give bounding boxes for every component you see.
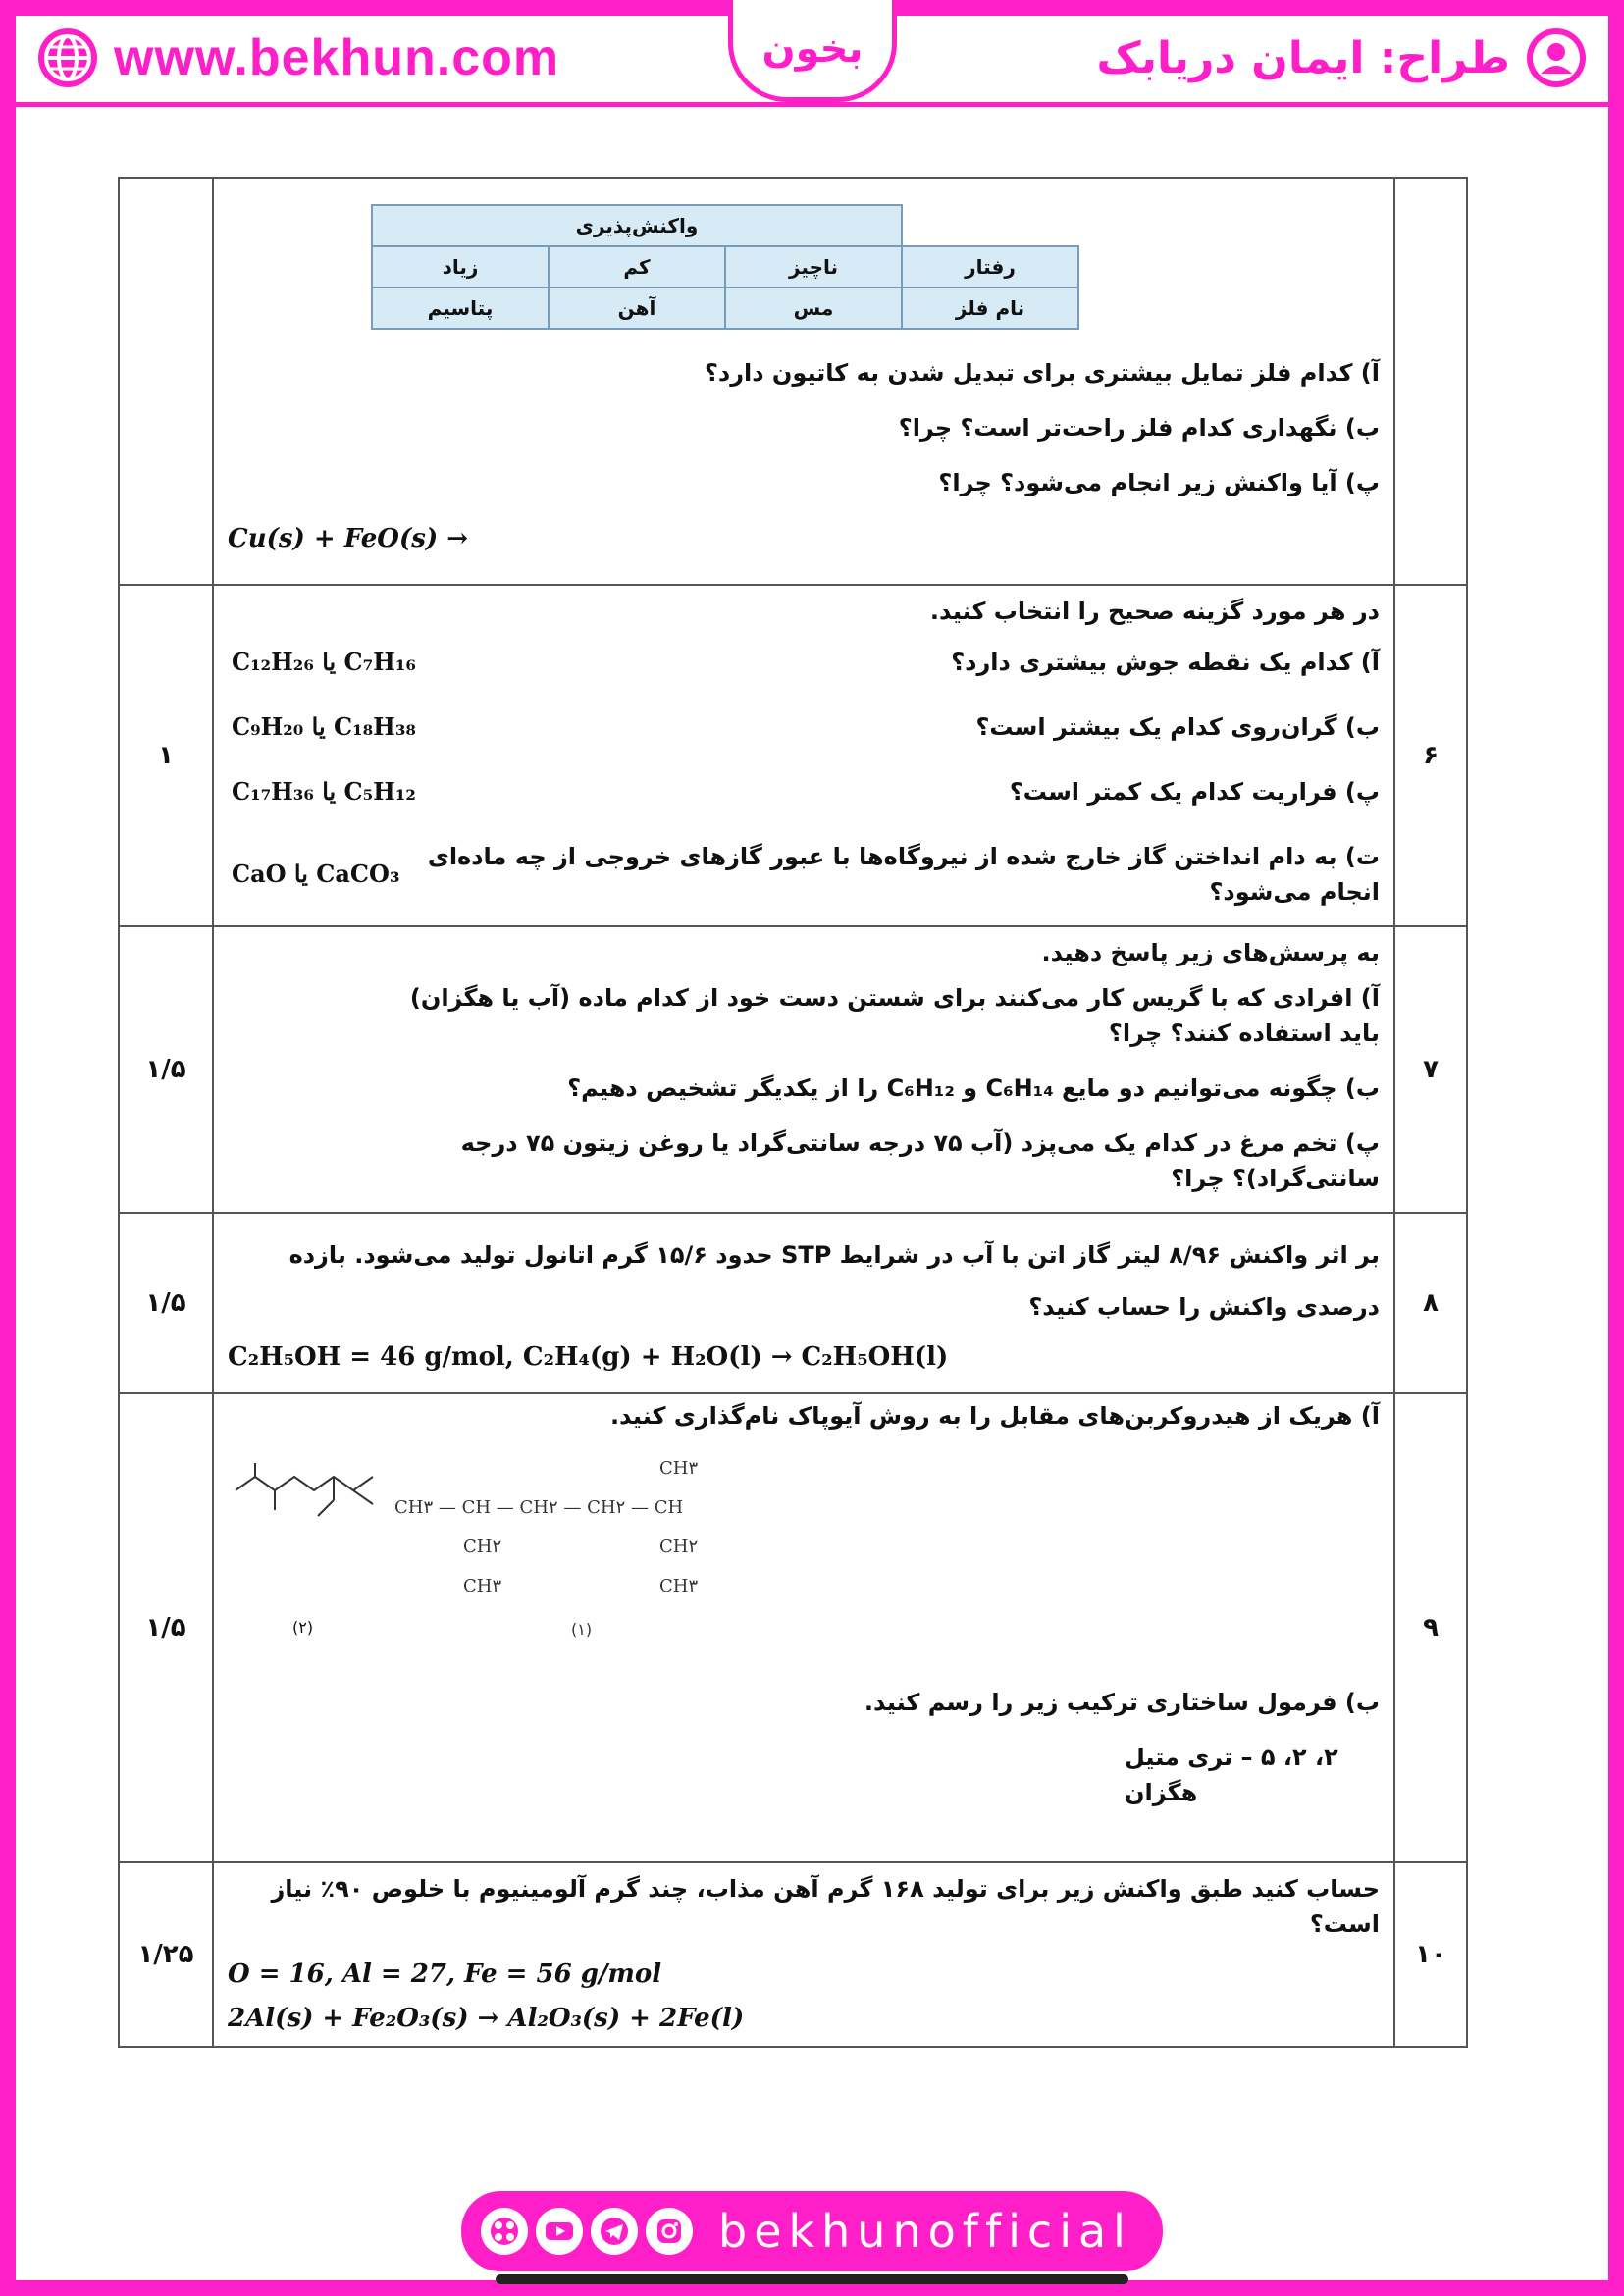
compound-name: ۲، ۲، ۵ – تری متیل هگزان bbox=[1125, 1744, 1338, 1806]
question-part: ب) نگهداری کدام فلز راحت‌تر است؟ چرا؟ bbox=[898, 414, 1380, 442]
formula-group: CH۳ bbox=[659, 1576, 699, 1596]
choice-row bbox=[228, 709, 1380, 745]
formula-group: CH bbox=[461, 1497, 492, 1518]
table-cell: زیاد bbox=[372, 246, 549, 287]
table-cell: مس bbox=[725, 287, 902, 329]
question-number: ۹ bbox=[1394, 1393, 1467, 1862]
question-number: ۱۰ bbox=[1394, 1862, 1467, 2047]
score-cell: ۱/۵ bbox=[119, 1213, 213, 1393]
table-row bbox=[119, 1862, 1467, 2047]
question-part-b: ب) فرمول ساختاری ترکیب زیر را رسم کنید. bbox=[864, 1689, 1380, 1716]
question-text: بر اثر واکنش ۸/۹۶ لیتر گاز اتن با آب در شرایط STP حدود ۱۵/۶ گرم اتانول تولید می‌شود. بازده درصدی واکنش را حساب کنید؟ bbox=[288, 1240, 1380, 1321]
question-part: پ) تخم مرغ در کدام یک می‌پزد (آب ۷۵ درجه سانتی‌گراد یا روغن زیتون ۷۵ درجه سانتی‌گراد)؟ چرا؟ bbox=[460, 1129, 1380, 1192]
designer-credit bbox=[1096, 24, 1589, 92]
site-link[interactable] bbox=[35, 24, 559, 92]
question-text: حساب کنید طبق واکنش زیر برای تولید ۱۶۸ گرم آهن مذاب، چند گرم آلومینیوم با خلوص ۹۰٪ نیاز است؟ bbox=[271, 1875, 1380, 1938]
question-content bbox=[213, 1213, 1394, 1393]
table-row bbox=[119, 1213, 1467, 1393]
structures-area: (۲) CH۳ CH۳ — CH — CH۲ — CH۲ — CH CH۲ CH۳ CH۲ CH۳ (۱) bbox=[228, 1441, 1380, 1675]
logo-text: بخون bbox=[761, 26, 864, 72]
question-content bbox=[213, 1393, 1394, 1862]
question-part: پ) آیا واکنش زیر انجام می‌شود؟ چرا؟ bbox=[938, 469, 1380, 496]
table-cell: ناچیز bbox=[725, 246, 902, 287]
site-url[interactable]: www.bekhun.com bbox=[114, 29, 560, 86]
brand-logo bbox=[728, 0, 897, 102]
question-number: ۸ bbox=[1394, 1213, 1467, 1393]
table-cell: کم bbox=[549, 246, 725, 287]
structure-label: (۱) bbox=[571, 1620, 593, 1639]
row-label: رفتار bbox=[902, 246, 1078, 287]
structure-label: (۲) bbox=[292, 1618, 314, 1637]
formula-group: CH۲ bbox=[519, 1497, 558, 1518]
table-row bbox=[119, 1393, 1467, 1862]
table-row bbox=[119, 178, 1467, 585]
exam-table bbox=[118, 177, 1468, 2048]
formula-group: CH۲ bbox=[659, 1537, 699, 1557]
choice-option: C₁₇H₃₆ یا C₅H₁₂ bbox=[232, 777, 416, 806]
question-part: آ) کدام فلز تمایل بیشتری برای تبدیل شدن به کاتیون دارد؟ bbox=[704, 359, 1380, 387]
score-cell: ۱/۵ bbox=[119, 926, 213, 1213]
choice-text: آ) کدام یک نقطه جوش بیشتری دارد؟ bbox=[951, 649, 1380, 676]
reactivity-title: واکنش‌پذیری bbox=[372, 205, 902, 246]
question-part-a: آ) هریک از هیدروکربن‌های مقابل را به روش آیوپاک نام‌گذاری کنید. bbox=[609, 1402, 1380, 1430]
formula-group: CH۲ bbox=[463, 1537, 502, 1557]
molar-masses: O = 16, Al = 27, Fe = 56 g/mol bbox=[228, 1959, 662, 1989]
score-cell bbox=[119, 178, 213, 585]
youtube-icon[interactable] bbox=[536, 2208, 583, 2255]
choice-row bbox=[228, 645, 1380, 680]
choice-option: C₉H₂₀ یا C₁₈H₃₈ bbox=[232, 712, 416, 741]
formula-group: CH۳ bbox=[659, 1458, 699, 1479]
choice-text: ب) گران‌روی کدام یک بیشتر است؟ bbox=[975, 713, 1380, 741]
designer-name: طراح: ایمان دریابک bbox=[1096, 32, 1510, 83]
choice-option: CaO یا CaCO₃ bbox=[232, 860, 400, 888]
social-icons bbox=[481, 2208, 693, 2255]
reactivity-table bbox=[371, 204, 1079, 330]
formula-group: CH۳ bbox=[394, 1497, 434, 1518]
equation: Cu(s) + FeO(s) → bbox=[228, 524, 469, 553]
question-number: ۷ bbox=[1394, 926, 1467, 1213]
question-number: ۶ bbox=[1394, 585, 1467, 926]
question-part: ب) چگونه می‌توانیم دو مایع C₆H₁₄ و C₆H₁₂ را از یکدیگر تشخیص دهیم؟ bbox=[567, 1074, 1380, 1102]
choice-row bbox=[228, 839, 1380, 910]
question-part: آ) افرادی که با گریس کار می‌کنند برای شستن دست خود از کدام ماده (آب یا هگزان) باید استفاده کنند؟ چرا؟ bbox=[409, 984, 1380, 1047]
choice-text: پ) فراریت کدام یک کمتر است؟ bbox=[1009, 778, 1380, 806]
question-intro: در هر مورد گزینه صحیح را انتخاب کنید. bbox=[929, 598, 1380, 625]
score-cell: ۱/۲۵ bbox=[119, 1862, 213, 2047]
social-footer bbox=[461, 2191, 1163, 2271]
choice-text: ت) به دام انداختن گاز خارج شده از نیروگاه‌ها با عبور گازهای خروجی از چه ماده‌ای انجام می‌شود؟ bbox=[427, 843, 1380, 906]
equation: 2Al(s) + Fe₂O₃(s) → Al₂O₃(s) + 2Fe(l) bbox=[228, 2004, 745, 2033]
row-label: نام فلز bbox=[902, 287, 1078, 329]
table-row bbox=[119, 926, 1467, 1213]
aparat-icon[interactable] bbox=[481, 2208, 528, 2255]
choice-option: C₁₂H₂₆ یا C₇H₁₆ bbox=[232, 648, 416, 676]
question-content bbox=[213, 585, 1394, 926]
formula-group: CH۳ bbox=[463, 1576, 502, 1596]
instagram-icon[interactable] bbox=[646, 2208, 693, 2255]
user-icon bbox=[1524, 26, 1589, 90]
telegram-icon[interactable] bbox=[591, 2208, 638, 2255]
table-row bbox=[119, 585, 1467, 926]
equation: C₂H₅OH = 46 g/mol, C₂H₄(g) + H₂O(l) → C₂H₅OH(l) bbox=[228, 1342, 949, 1373]
formula-group: CH۲ bbox=[587, 1497, 626, 1518]
table-cell: پتاسیم bbox=[372, 287, 549, 329]
question-content bbox=[213, 1862, 1394, 2047]
question-intro: به پرسش‌های زیر پاسخ دهید. bbox=[1041, 939, 1380, 966]
question-content bbox=[213, 926, 1394, 1213]
score-cell: ۱/۵ bbox=[119, 1393, 213, 1862]
social-handle[interactable]: bekhunofficial bbox=[718, 2205, 1132, 2258]
skeletal-structure bbox=[234, 1461, 391, 1569]
choice-row bbox=[228, 774, 1380, 809]
table-cell: آهن bbox=[549, 287, 725, 329]
question-content bbox=[213, 178, 1394, 585]
globe-icon bbox=[35, 26, 100, 90]
footer-shadow bbox=[496, 2274, 1128, 2284]
question-number bbox=[1394, 178, 1467, 585]
score-cell: ۱ bbox=[119, 585, 213, 926]
formula-group: CH bbox=[654, 1497, 684, 1518]
